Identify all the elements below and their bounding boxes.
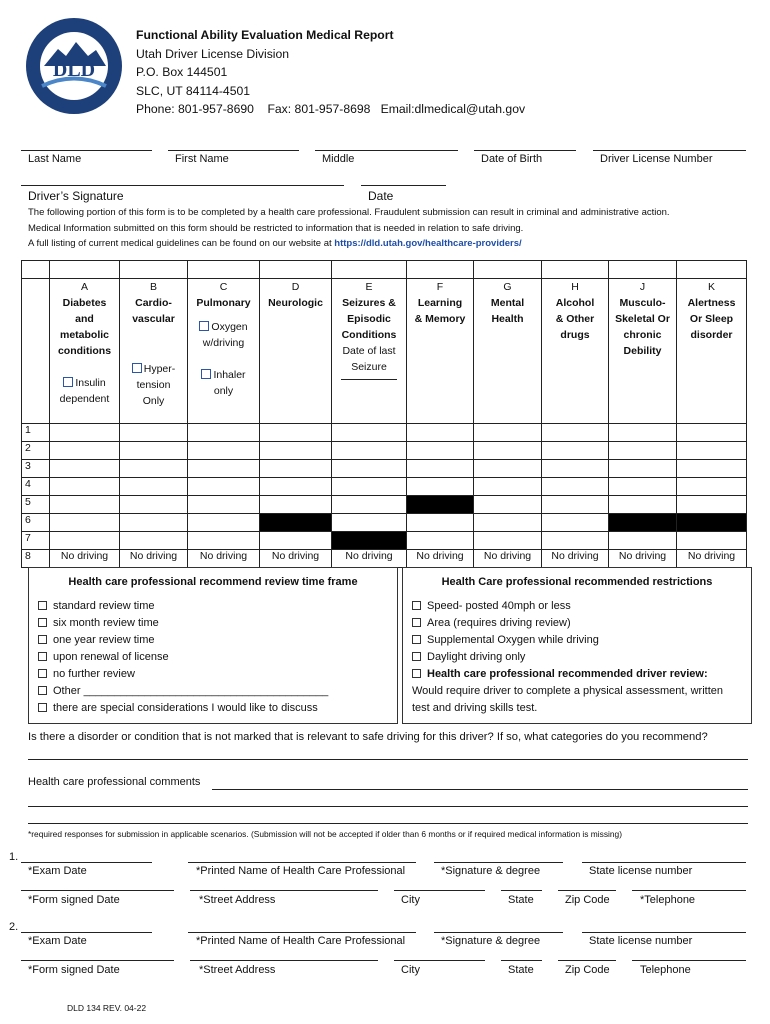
grid-cell[interactable]	[50, 496, 120, 514]
restriction-option[interactable]	[412, 632, 751, 649]
grid-cell[interactable]	[542, 460, 609, 478]
no-driving-cell[interactable]: No driving	[50, 550, 120, 568]
row-number: 5	[22, 496, 50, 514]
grid-cell[interactable]	[188, 532, 260, 550]
grid-corner	[22, 261, 50, 279]
grid-top-cell	[120, 261, 188, 279]
telephone-field[interactable]	[632, 890, 746, 891]
grid-cell[interactable]	[260, 460, 332, 478]
city-field[interactable]	[394, 890, 485, 891]
telephone-label: Telephone	[640, 964, 691, 976]
form-date-label: *Form signed Date	[28, 894, 120, 906]
comments-label: Health care professional comments	[28, 776, 201, 788]
checkbox-icon[interactable]	[38, 686, 47, 695]
telephone-label: *Telephone	[640, 894, 696, 906]
restriction-option[interactable]	[412, 615, 751, 632]
checkbox-icon[interactable]	[132, 363, 142, 373]
grid-cell[interactable]	[50, 460, 120, 478]
grid-cell[interactable]	[120, 442, 188, 460]
checkbox-icon[interactable]	[412, 652, 421, 661]
checkbox-icon[interactable]	[201, 369, 211, 379]
grid-cell[interactable]	[120, 532, 188, 550]
review-option[interactable]	[38, 615, 397, 632]
grid-cell[interactable]	[120, 514, 188, 532]
row-number: 3	[22, 460, 50, 478]
checkbox-icon[interactable]	[412, 635, 421, 644]
review-option-label: Other ________________________________________	[53, 685, 329, 697]
col-header-e	[332, 279, 407, 424]
required-note: *required responses for submission in applicable scenarios. (Submission will not be accepted if older than 6 months or if required medical information is missing)	[28, 829, 622, 839]
grid-cell[interactable]	[188, 442, 260, 460]
printed-name-label: *Printed Name of Health Care Professional	[196, 865, 406, 877]
exam-date-label: *Exam Date	[28, 935, 87, 947]
option-label: Inhaler only	[213, 369, 246, 397]
signature-field[interactable]	[434, 862, 563, 863]
row-number: 8	[22, 550, 50, 568]
restriction-option-label: Daylight driving only	[427, 651, 526, 663]
grid-cell[interactable]	[407, 478, 474, 496]
grid-cell-blocked	[677, 514, 747, 532]
grid-cell[interactable]	[474, 478, 542, 496]
col-letter: A	[80, 281, 88, 293]
review-option[interactable]	[38, 649, 397, 666]
checkbox-icon[interactable]	[63, 377, 73, 387]
grid-row	[22, 496, 747, 514]
grid-cell[interactable]	[50, 532, 120, 550]
grid-top-cell	[260, 261, 332, 279]
grid-cell[interactable]	[332, 442, 407, 460]
license-number-field[interactable]	[593, 150, 746, 151]
grid-cell[interactable]	[260, 478, 332, 496]
street-field[interactable]	[190, 890, 378, 891]
notice-line-3	[28, 236, 670, 252]
no-driving-cell[interactable]: No driving	[260, 550, 332, 568]
comments-field-1[interactable]	[212, 789, 748, 790]
col-letter: D	[291, 281, 300, 293]
dob-label: Date of Birth	[481, 153, 543, 165]
grid-top-cell	[332, 261, 407, 279]
review-option-label: there are special considerations I would like to discuss	[53, 702, 318, 714]
no-driving-cell[interactable]: No driving	[332, 550, 407, 568]
form-date-field[interactable]	[21, 890, 174, 891]
state-field[interactable]	[501, 960, 542, 961]
col-name: Alertness Or Sleep disorder	[687, 297, 736, 341]
hypertension-option[interactable]	[120, 361, 187, 409]
first-name-field[interactable]	[168, 150, 299, 151]
restriction-option[interactable]	[412, 649, 751, 666]
guidelines-link[interactable]: https://dld.utah.gov/healthcare-providers/	[334, 238, 522, 249]
col-letter: B	[149, 281, 157, 293]
grid-cell[interactable]	[407, 424, 474, 442]
col-header-g	[474, 279, 542, 424]
driver-signature-label: Driver’s Signature	[28, 189, 124, 203]
driver-review-text-2: test and driving skills test.	[412, 702, 538, 714]
grid-cell[interactable]	[188, 514, 260, 532]
row-number: 6	[22, 514, 50, 532]
grid-cell[interactable]	[677, 478, 747, 496]
notice-line-2: Medical Information submitted on this form should be restricted to information that is needed in relation to safe driving.	[28, 222, 524, 234]
grid-cell[interactable]	[50, 424, 120, 442]
checkbox-icon[interactable]	[412, 669, 421, 678]
grid-cell[interactable]	[260, 532, 332, 550]
grid-cell[interactable]	[474, 496, 542, 514]
license-field[interactable]	[582, 862, 746, 863]
col-header-a	[50, 279, 120, 424]
grid-row	[22, 478, 747, 496]
condition-grid	[21, 260, 747, 568]
checkbox-icon[interactable]	[38, 618, 47, 627]
grid-cell[interactable]	[332, 460, 407, 478]
street-label: *Street Address	[199, 964, 276, 976]
review-option[interactable]	[38, 683, 397, 700]
license-field[interactable]	[582, 932, 746, 933]
restriction-option-label: Speed- posted 40mph or less	[427, 600, 571, 612]
grid-row	[22, 514, 747, 532]
grid-top-cell	[677, 261, 747, 279]
grid-cell[interactable]	[260, 424, 332, 442]
checkbox-icon[interactable]	[38, 703, 47, 712]
signature-label: *Signature & degree	[441, 935, 541, 947]
form-id: DLD 134 REV. 04-22	[67, 1003, 147, 1013]
dob-field[interactable]	[474, 150, 576, 151]
state-label: State	[508, 964, 534, 976]
col-name: Diabetes and metabolic conditions	[57, 297, 112, 357]
city-field[interactable]	[394, 960, 485, 961]
middle-name-field[interactable]	[315, 150, 458, 151]
grid-cell[interactable]	[407, 514, 474, 532]
no-driving-cell[interactable]: No driving	[609, 550, 677, 568]
grid-cell-blocked	[260, 514, 332, 532]
comments-field-2[interactable]	[28, 806, 748, 807]
grid-cell[interactable]	[50, 514, 120, 532]
col-header-b	[120, 279, 188, 424]
col-name: Learning & Memory	[414, 297, 466, 325]
col-letter: K	[707, 281, 715, 293]
grid-cell[interactable]	[474, 532, 542, 550]
first-name-label: First Name	[175, 153, 229, 165]
grid-cell[interactable]	[188, 460, 260, 478]
no-driving-cell[interactable]: No driving	[474, 550, 542, 568]
dld-seal-logo	[24, 16, 124, 116]
review-option[interactable]	[38, 632, 397, 649]
col-name: Cardio-vascular	[132, 297, 175, 325]
zip-field[interactable]	[558, 890, 616, 891]
review-option-label: one year review time	[53, 634, 155, 646]
col-header-h	[542, 279, 609, 424]
grid-cell[interactable]	[188, 424, 260, 442]
state-field[interactable]	[501, 890, 542, 891]
restriction-option-label: Area (requires driving review)	[427, 617, 571, 629]
grid-cell[interactable]	[542, 532, 609, 550]
col-name: Seizures & Episodic Conditions	[341, 297, 397, 341]
no-driving-cell[interactable]: No driving	[542, 550, 609, 568]
review-timeframe-box	[28, 567, 398, 724]
street-field[interactable]	[190, 960, 378, 961]
col-header-d	[260, 279, 332, 424]
review-option-label: standard review time	[53, 600, 155, 612]
checkbox-icon[interactable]	[412, 618, 421, 627]
grid-row	[22, 550, 747, 568]
col-letter: F	[436, 281, 444, 293]
grid-cell[interactable]	[474, 442, 542, 460]
restrictions-box	[402, 567, 752, 724]
form-date-label: *Form signed Date	[28, 964, 120, 976]
division-name: Utah Driver License Division	[136, 46, 290, 61]
col-header-c	[188, 279, 260, 424]
signature-label: *Signature & degree	[441, 865, 541, 877]
row-number: 7	[22, 532, 50, 550]
checkbox-icon[interactable]	[38, 669, 47, 678]
col-name: Alcohol & Other drugs	[555, 297, 595, 341]
option-label: Oxygen w/driving	[202, 321, 248, 349]
grid-cell[interactable]	[188, 496, 260, 514]
po-box: P.O. Box 144501	[136, 65, 228, 80]
comments-field-3[interactable]	[28, 823, 748, 824]
review-option[interactable]	[38, 598, 397, 615]
grid-cell[interactable]	[542, 496, 609, 514]
last-name-field[interactable]	[21, 150, 152, 151]
grid-cell[interactable]	[332, 478, 407, 496]
no-driving-cell[interactable]: No driving	[120, 550, 188, 568]
printed-name-field[interactable]	[188, 932, 416, 933]
no-driving-cell[interactable]: No driving	[677, 550, 747, 568]
option-label: Insulin dependent	[59, 377, 110, 405]
review-option-label: upon renewal of license	[53, 651, 169, 663]
grid-header-blank	[22, 279, 50, 424]
col-header-k	[677, 279, 747, 424]
grid-cell[interactable]	[542, 478, 609, 496]
block-number: 1.	[9, 851, 19, 863]
grid-top-cell	[542, 261, 609, 279]
col-name: Mental Health	[490, 297, 525, 325]
review-option[interactable]	[38, 666, 397, 683]
grid-cell[interactable]	[260, 496, 332, 514]
notice-line-3-text: A full listing of current medical guidelines can be found on our website at	[28, 238, 335, 249]
grid-row	[22, 460, 747, 478]
signature-date-field[interactable]	[361, 185, 446, 186]
city-line: SLC, UT 84114-4501	[136, 83, 251, 98]
grid-cell[interactable]	[332, 424, 407, 442]
grid-cell[interactable]	[677, 460, 747, 478]
middle-label: Middle	[322, 153, 355, 165]
review-title: Health care professional recommend review time frame	[68, 576, 358, 588]
notice-line-1: The following portion of this form is to be completed by a health care professional. Fraudulent submission can result in criminal and administrative action.	[28, 207, 670, 218]
grid-cell[interactable]	[609, 496, 677, 514]
review-option[interactable]	[38, 700, 397, 717]
street-label: *Street Address	[199, 894, 276, 906]
col-name: Musculo-Skeletal Or chronic Debility	[615, 297, 670, 357]
grid-row	[22, 532, 747, 550]
grid-cell[interactable]	[120, 496, 188, 514]
grid-cell[interactable]	[474, 514, 542, 532]
grid-cell[interactable]	[407, 532, 474, 550]
checkbox-icon[interactable]	[412, 601, 421, 610]
row-number: 1	[22, 424, 50, 442]
grid-cell[interactable]	[609, 532, 677, 550]
col-letter: E	[365, 281, 373, 293]
form-date-field[interactable]	[21, 960, 174, 961]
grid-cell[interactable]	[120, 424, 188, 442]
review-option-label: six month review time	[53, 617, 159, 629]
grid-cell-blocked	[609, 514, 677, 532]
review-option-label: no further review	[53, 668, 135, 680]
printed-name-field[interactable]	[188, 862, 416, 863]
grid-cell[interactable]	[609, 424, 677, 442]
city-label: City	[401, 894, 420, 906]
disorder-answer-field[interactable]	[28, 759, 748, 760]
grid-row	[22, 424, 747, 442]
seizure-date-field[interactable]	[341, 379, 397, 380]
inhaler-option[interactable]	[188, 367, 259, 399]
grid-cell[interactable]	[609, 478, 677, 496]
col-letter: G	[503, 281, 512, 293]
grid-cell[interactable]	[542, 514, 609, 532]
state-label: State	[508, 894, 534, 906]
col-letter: H	[571, 281, 579, 293]
grid-cell[interactable]	[542, 442, 609, 460]
notice-block	[28, 205, 670, 252]
row-number: 2	[22, 442, 50, 460]
disorder-question: Is there a disorder or condition that is not marked that is relevant to safe driving for this driver? If so, what categories do you recommend?	[28, 731, 708, 743]
col-header-j	[609, 279, 677, 424]
grid-cell[interactable]	[120, 460, 188, 478]
grid-cell[interactable]	[677, 424, 747, 442]
restriction-option-label: Supplemental Oxygen while driving	[427, 634, 599, 646]
grid-cell[interactable]	[50, 442, 120, 460]
signature-date-label: Date	[368, 189, 394, 203]
grid-cell[interactable]	[542, 424, 609, 442]
no-driving-cell[interactable]: No driving	[407, 550, 474, 568]
grid-top-cell	[188, 261, 260, 279]
checkbox-icon[interactable]	[38, 601, 47, 610]
grid-cell[interactable]	[474, 424, 542, 442]
contact-line: Phone: 801-957-8690 Fax: 801-957-8698 Email:dlmedical@utah.gov	[136, 102, 526, 117]
city-label: City	[401, 964, 420, 976]
license-label: State license number	[589, 865, 693, 877]
grid-cell[interactable]	[332, 514, 407, 532]
checkbox-icon[interactable]	[199, 321, 209, 331]
checkbox-icon[interactable]	[38, 635, 47, 644]
oxygen-option[interactable]	[188, 319, 259, 351]
seizure-date-label: Date of last Seizure	[342, 345, 396, 373]
row-number: 4	[22, 478, 50, 496]
option-label: Hyper-tension Only	[136, 363, 176, 407]
last-name-label: Last Name	[28, 153, 82, 165]
col-header-f	[407, 279, 474, 424]
grid-cell[interactable]	[609, 460, 677, 478]
grid-cell[interactable]	[332, 496, 407, 514]
block-number: 2.	[9, 921, 19, 933]
col-letter: J	[639, 281, 646, 293]
grid-cell-blocked	[332, 532, 407, 550]
license-number-label: Driver License Number	[600, 153, 713, 165]
col-name: Neurologic	[268, 297, 323, 309]
col-letter: C	[219, 281, 228, 293]
grid-cell-blocked	[407, 496, 474, 514]
grid-top-cell	[474, 261, 542, 279]
header-block	[136, 26, 525, 119]
printed-name-label: *Printed Name of Health Care Professional	[196, 935, 406, 947]
grid-top-cell	[407, 261, 474, 279]
insulin-option[interactable]	[50, 375, 119, 407]
grid-cell[interactable]	[260, 442, 332, 460]
checkbox-icon[interactable]	[38, 652, 47, 661]
form-title: Functional Ability Evaluation Medical Report	[136, 28, 394, 42]
driver-review-label: Health care professional recommended driver review:	[427, 668, 708, 680]
grid-top-cell	[609, 261, 677, 279]
grid-cell[interactable]	[609, 442, 677, 460]
grid-cell[interactable]	[677, 532, 747, 550]
telephone-field[interactable]	[632, 960, 746, 961]
grid-cell[interactable]	[677, 496, 747, 514]
no-driving-cell[interactable]: No driving	[188, 550, 260, 568]
exam-date-label: *Exam Date	[28, 865, 87, 877]
driver-review-text-1: Would require driver to complete a physical assessment, written	[412, 685, 723, 697]
zip-field[interactable]	[558, 960, 616, 961]
zip-label: Zip Code	[565, 894, 610, 906]
grid-cell[interactable]	[474, 460, 542, 478]
driver-review-option[interactable]	[403, 666, 751, 683]
exam-date-field[interactable]	[21, 862, 152, 863]
logo-text: DLD	[52, 59, 96, 81]
grid-row	[22, 442, 747, 460]
col-name: Pulmonary	[196, 297, 251, 309]
grid-cell[interactable]	[407, 460, 474, 478]
restrictions-title: Health Care professional recommended restrictions	[441, 576, 713, 588]
grid-cell[interactable]	[50, 478, 120, 496]
zip-label: Zip Code	[565, 964, 610, 976]
exam-date-field[interactable]	[21, 932, 152, 933]
restriction-option[interactable]	[412, 598, 751, 615]
grid-top-cell	[50, 261, 120, 279]
license-label: State license number	[589, 935, 693, 947]
signature-field[interactable]	[434, 932, 563, 933]
grid-cell[interactable]	[120, 478, 188, 496]
grid-cell[interactable]	[407, 442, 474, 460]
driver-signature-field[interactable]	[21, 185, 344, 186]
grid-cell[interactable]	[677, 442, 747, 460]
grid-cell[interactable]	[188, 478, 260, 496]
